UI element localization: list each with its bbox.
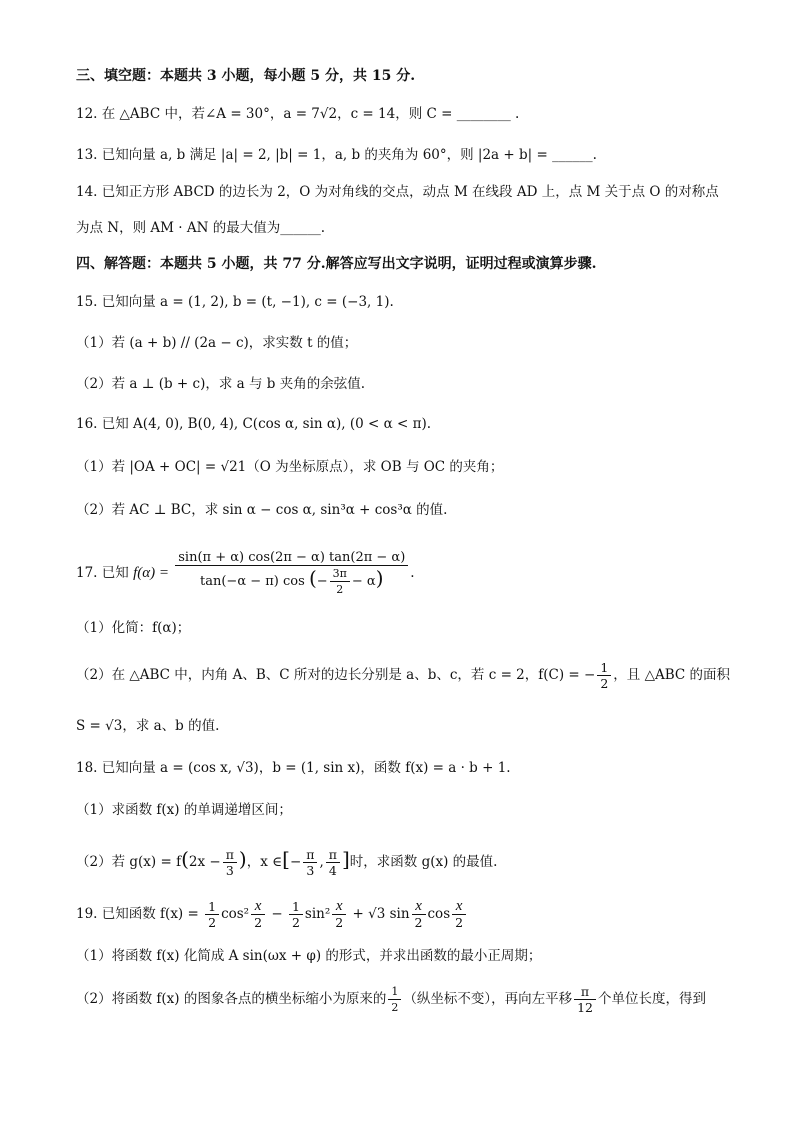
q18-2-f1d: 3	[225, 863, 234, 878]
question-19	[76, 896, 734, 932]
q19-half-d-1: 2	[208, 915, 217, 930]
q19-2-twelve: 12	[577, 1000, 593, 1015]
q19-x-d-4: 2	[455, 915, 464, 930]
q19-2-pi: π	[574, 984, 596, 1000]
q17-2-text-b: ，且 △ABC 的面积	[613, 667, 730, 683]
q19-half-n-1: 1	[205, 899, 219, 915]
q17-2-text-a: （2）在 △ABC 中，内角 A、B、C 所对的边长分别是 a、b、c，若 c = 2，f(C) = −	[76, 667, 596, 683]
q19-x-n-4: x	[452, 899, 466, 915]
q17-den-frac-d: 2	[336, 583, 344, 596]
q19-a: 19. 已知函数 f(x) =	[76, 906, 199, 922]
q19-x-d-3: 2	[414, 915, 423, 930]
q17-denominator: tan(−α − π) cos (− $\frac{3\pi}{2}$ − α)	[200, 566, 384, 596]
q19-x-n-3: x	[412, 899, 426, 915]
q19-cos2: cos²	[221, 906, 250, 922]
q19-x-n-1: x	[251, 899, 265, 915]
question-13: 13. 已知向量 a, b 满足 |a| = 2, |b| = 1，a, b 的夹角为 60°，则 |2a + b| = ______.	[76, 147, 597, 163]
question-19-part-1: （1）将函数 f(x) 化简成 A sin(ωx + φ) 的形式，并求出函数的最小正周期；	[76, 948, 542, 964]
question-16: 16. 已知 A(4, 0), B(0, 4), C(cos α, sin α), (0 < α < π).	[76, 416, 432, 432]
q19-plus-sqrt3-sin: + √3 sin	[352, 906, 410, 922]
q19-minus: −	[271, 906, 283, 922]
question-14-line-2: 为点 N，则 AM · AN 的最大值为______.	[76, 220, 325, 236]
q19-2-half-d: 2	[391, 1001, 399, 1014]
q19-sin2: sin²	[304, 906, 331, 922]
q18-2-a: （2）若 g(x) = f	[76, 854, 182, 870]
q19-cos: cos	[427, 906, 451, 922]
q19-half-d-2: 2	[291, 915, 300, 930]
question-15-part-1: （1）若 (a + b) // (2a − c)，求实数 t 的值；	[76, 335, 358, 351]
q18-2-f2d: 3	[306, 863, 315, 878]
q17-numerator: sin(π + α) cos(2π − α) tan(2π − α)	[175, 550, 408, 566]
question-17: 17. 已知 f(α) = sin(π + α) cos(2π − α) tan(2π − α) tan(−α − π) cos (− $\frac{3\pi}{2}$ − α) .	[76, 550, 415, 596]
q18-2-c: ，x ∈	[246, 854, 283, 870]
question-16-part-1: （1）若 |OA + OC| = √21（O 为坐标原点），求 OB 与 OC 的夹角；	[76, 459, 504, 475]
question-16-part-2: （2）若 AC ⊥ BC，求 sin α − cos α, sin³α + cos³α 的值.	[76, 502, 448, 518]
question-18-part-1: （1）求函数 f(x) 的单调递增区间；	[76, 802, 292, 818]
q19-x-n-2: x	[332, 899, 346, 915]
q18-2-b: 2x −	[188, 854, 221, 870]
question-17-part-2-cont: S = √3，求 a、b 的值.	[76, 718, 220, 734]
q17-den-b: − α	[351, 574, 376, 589]
q18-2-d: 时，求函数 g(x) 的最值.	[349, 854, 498, 870]
q19-x-d-2: 2	[335, 915, 344, 930]
q18-2-f3d: 4	[328, 863, 337, 878]
q17-lead: 17. 已知	[76, 565, 129, 581]
q19-2-b: （纵坐标不变），再向左平移	[403, 991, 573, 1007]
question-12: 12. 在 △ABC 中，若∠A = 30°，a = 7√2，c = 14，则 C = ________ .	[76, 106, 520, 122]
question-15: 15. 已知向量 a = (1, 2), b = (t, −1), c = (−3, 1).	[76, 294, 394, 310]
q17-fraction	[175, 550, 408, 597]
q18-2-f3n: π	[326, 847, 340, 863]
section-solve: 四、解答题：本题共 5 小题，共 77 分.解答应写出文字说明，证明过程或演算步骤.	[76, 256, 597, 272]
question-14-line-1: 14. 已知正方形 ABCD 的边长为 2，O 为对角线的交点，动点 M 在线段 AD 上，点 M 关于点 O 的对称点	[76, 184, 719, 200]
question-17-part-2	[76, 660, 734, 691]
q19-half-n-2: 1	[289, 899, 303, 915]
question-18: 18. 已知向量 a = (cos x, √3)，b = (1, sin x)，函数 f(x) = a · b + 1.	[76, 760, 511, 776]
question-18-part-2: （2）若 g(x) = f(2x − $\frac{\pi}{3}$ )，x ∈[− $\frac{\pi}{3}$ , $\frac{\pi}{4}$ ]时，求函数 g(x) 的最值.	[76, 847, 498, 878]
q17-lhs: f(α) =	[133, 565, 169, 581]
q19-2-a: （2）将函数 f(x) 的图象各点的横坐标缩小为原来的	[76, 991, 387, 1007]
q19-x-d-1: 2	[254, 915, 263, 930]
question-19-part-2	[76, 982, 734, 1016]
q19-2-c: 个单位长度，得到	[597, 991, 706, 1007]
q18-2-f1n: π	[223, 847, 237, 863]
question-17-part-1: （1）化简：f(α)；	[76, 620, 191, 636]
q17-den-frac-n: 3π	[330, 566, 350, 582]
q17-2-frac-n: 1	[597, 660, 611, 676]
q17-2-frac-d: 2	[600, 676, 609, 691]
section-fill-in: 三、填空题：本题共 3 小题，每小题 5 分，共 15 分.	[76, 68, 416, 84]
q17-den-a: tan(−α − π) cos	[200, 574, 305, 589]
q18-2-f2n: π	[303, 847, 317, 863]
q19-2-half-n: 1	[388, 984, 401, 1000]
question-15-part-2: （2）若 a ⊥ (b + c)，求 a 与 b 夹角的余弦值.	[76, 376, 365, 392]
